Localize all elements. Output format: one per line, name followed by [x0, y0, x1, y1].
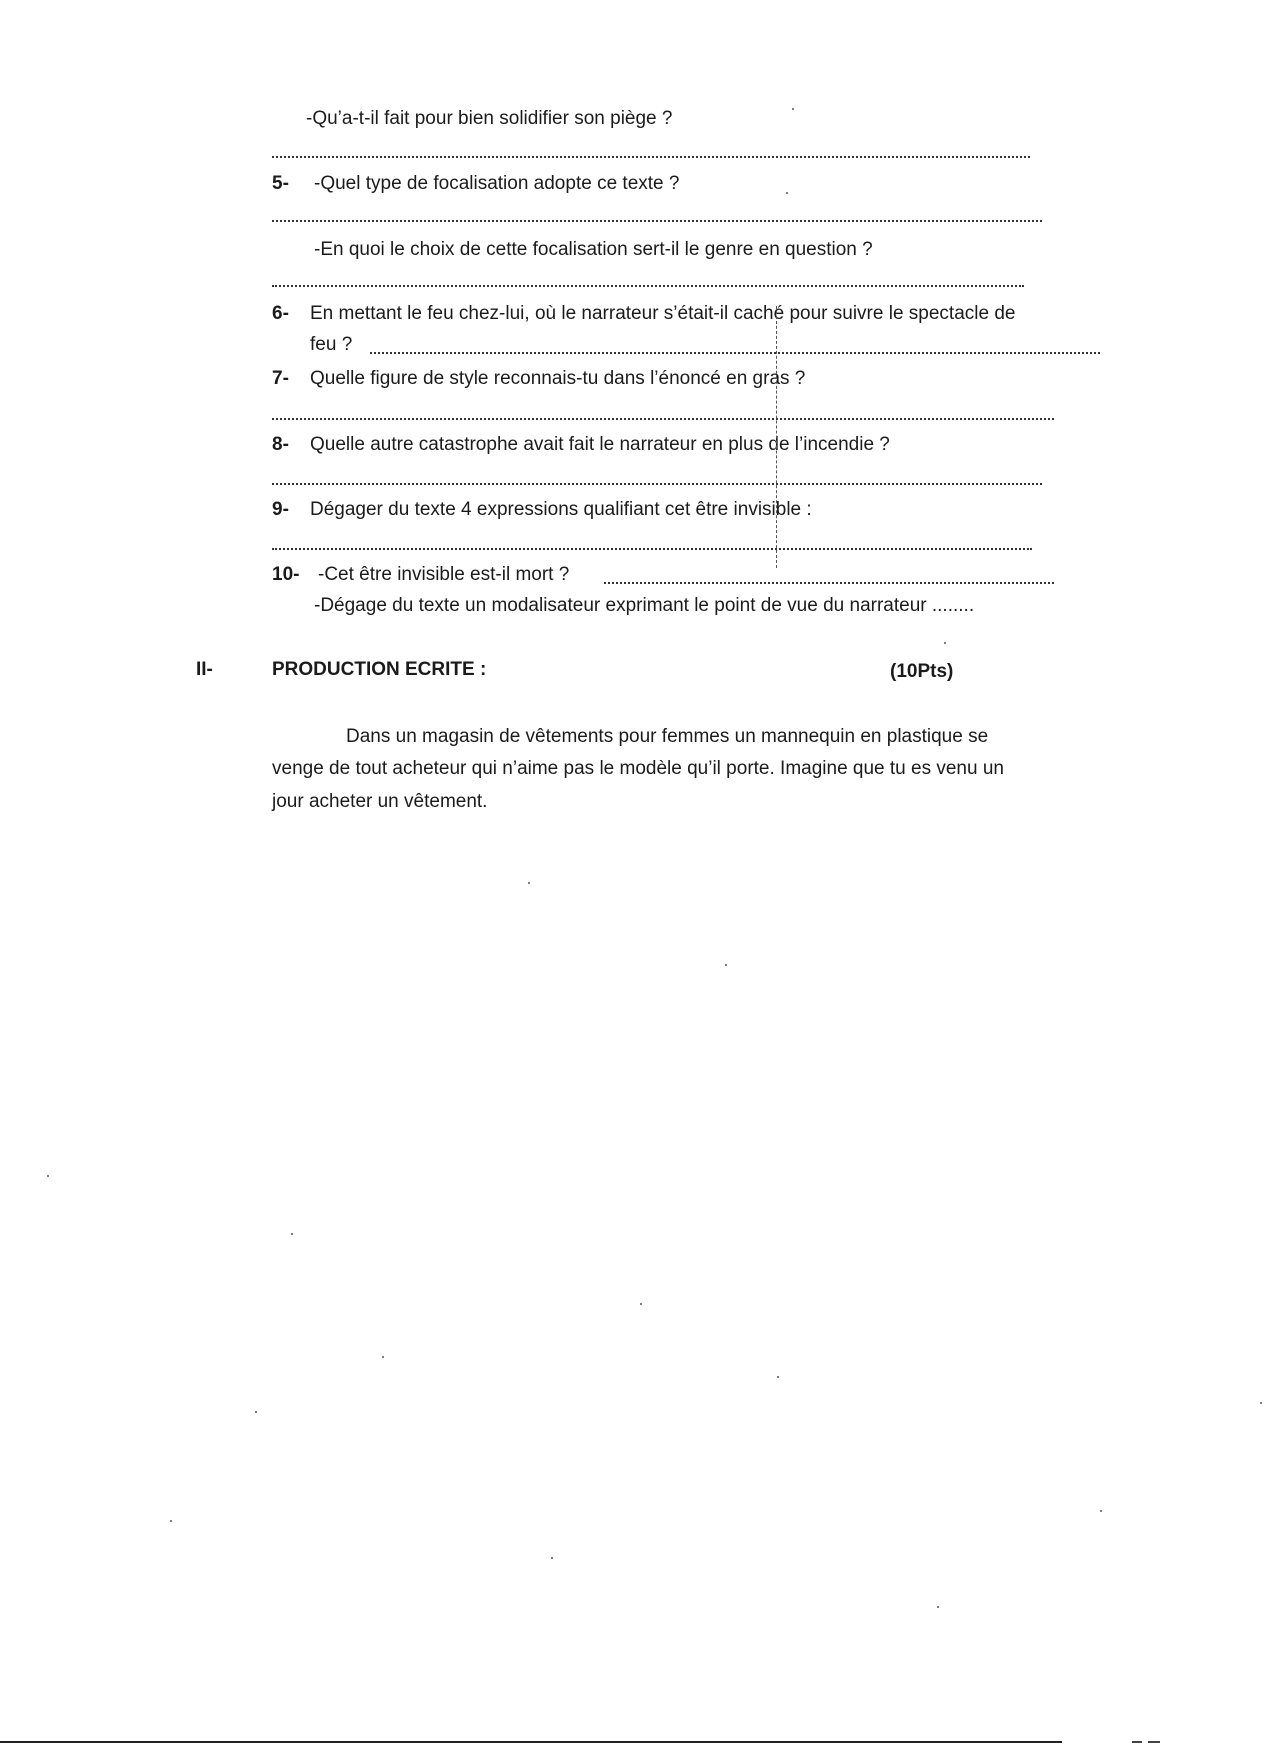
- scan-speck: [937, 1606, 939, 1608]
- scan-speck: [640, 1303, 642, 1305]
- question-8: [272, 433, 890, 457]
- question-7: [272, 367, 805, 391]
- scan-speck: [786, 192, 788, 194]
- scan-speck: [170, 1520, 172, 1522]
- question-number: 5-: [272, 173, 289, 194]
- question-10b: -Dégage du texte un modalisateur exprimant le point de vue du narrateur ........: [314, 595, 975, 616]
- section-title: PRODUCTION ECRITE :: [272, 659, 487, 680]
- question-10a: [272, 563, 569, 587]
- answer-line: [272, 220, 1042, 222]
- scan-speck: [528, 882, 530, 884]
- section-number: II-: [196, 659, 213, 680]
- answer-line: [604, 582, 1054, 584]
- question-text: En mettant le feu chez-lui, où le narrateur s’était-il caché pour suivre le spectacle de: [310, 303, 1016, 324]
- scan-speck: [777, 1376, 779, 1378]
- writing-prompt-line-1: Dans un magasin de vêtements pour femmes un mannequin en plastique se: [346, 726, 989, 747]
- scan-speck: [382, 1356, 384, 1358]
- question-5b: -En quoi le choix de cette focalisation sert-il le genre en question ?: [314, 239, 873, 260]
- bottom-rule-fragment: [1148, 1741, 1160, 1743]
- bottom-rule-fragment: [1132, 1741, 1142, 1743]
- scan-speck: [792, 108, 794, 110]
- question-6-cont: feu ?: [310, 334, 353, 355]
- answer-line: [272, 285, 1024, 287]
- question-text: -Cet être invisible est-il mort ?: [318, 564, 570, 585]
- question-6: [272, 302, 1015, 326]
- question-number: 7-: [272, 368, 289, 389]
- scan-speck: [255, 1411, 257, 1413]
- answer-line: [370, 352, 1100, 354]
- paper-crease-line: [776, 306, 777, 568]
- scan-speck: [725, 964, 727, 966]
- scan-speck: [944, 642, 946, 644]
- section-points: (10Pts): [890, 661, 954, 682]
- writing-prompt-line-3: jour acheter un vêtement.: [272, 791, 488, 812]
- answer-line: [272, 156, 1030, 158]
- question-number: 8-: [272, 434, 289, 455]
- answer-line: [272, 548, 1032, 550]
- scan-speck: [1100, 1510, 1102, 1512]
- question-number: 9-: [272, 499, 289, 520]
- writing-prompt-line-2: venge de tout acheteur qui n’aime pas le modèle qu’il porte. Imagine que tu es venu un: [272, 758, 1004, 779]
- scan-speck: [551, 1557, 553, 1559]
- bottom-rule: [0, 1741, 1062, 1743]
- answer-line: [272, 483, 1042, 485]
- question-4b: -Qu’a-t-il fait pour bien solidifier son piège ?: [306, 108, 673, 129]
- answer-line: [272, 418, 1054, 420]
- scan-speck: [291, 1233, 293, 1235]
- question-text: Dégager du texte 4 expressions qualifiant cet être invisible :: [310, 499, 812, 520]
- scan-speck: [47, 1175, 49, 1177]
- question-number: 6-: [272, 303, 289, 324]
- scan-speck: [1260, 1402, 1262, 1404]
- question-5a: [272, 172, 679, 196]
- question-text: Quelle figure de style reconnais-tu dans l’énoncé en gras ?: [310, 368, 806, 389]
- question-number: 10-: [272, 564, 300, 585]
- question-text: Quelle autre catastrophe avait fait le narrateur en plus de l’incendie ?: [310, 434, 890, 455]
- question-9: [272, 498, 812, 522]
- question-text: -Quel type de focalisation adopte ce texte ?: [314, 173, 680, 194]
